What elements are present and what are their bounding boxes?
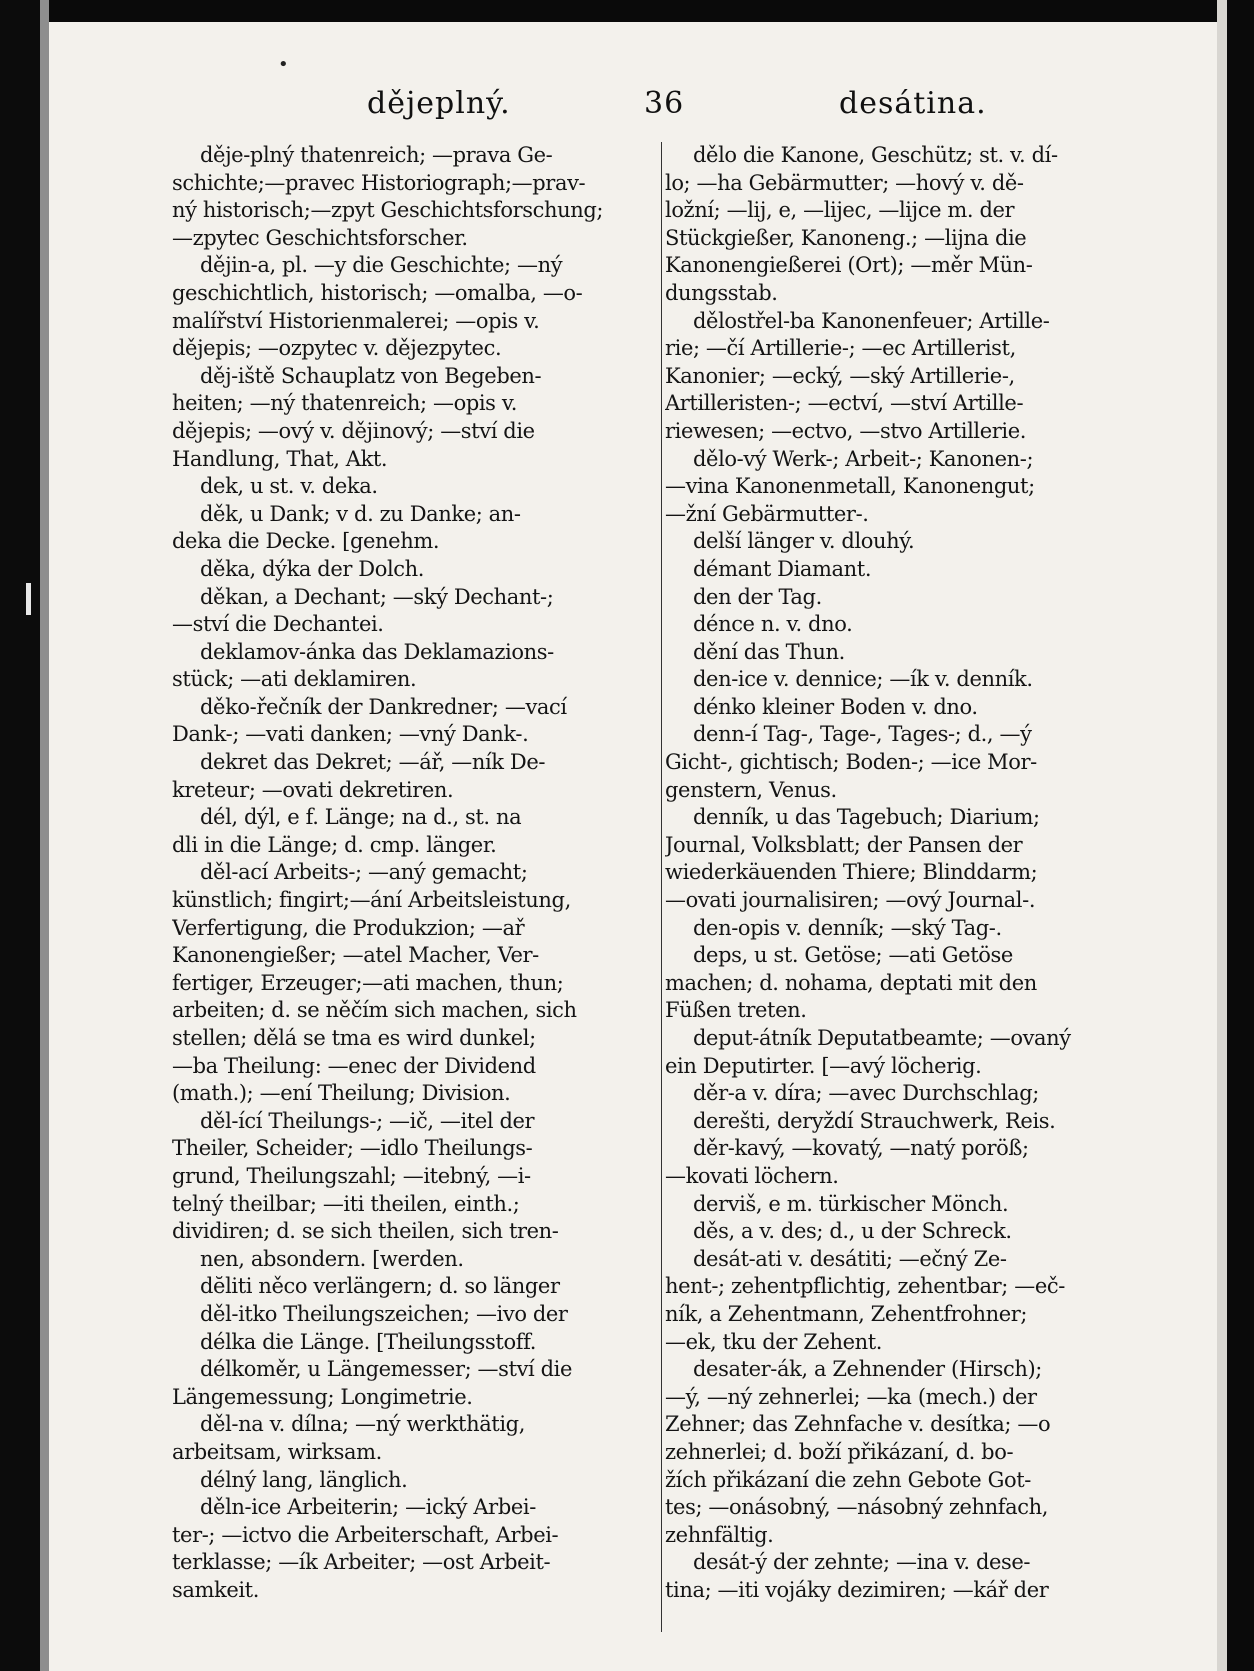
dictionary-line: delší länger v. dlouhý. bbox=[693, 529, 915, 554]
dictionary-line: Kanonengießerei (Ort); —měr Mün- bbox=[665, 253, 1033, 278]
dictionary-line: děje-plný thatenreich; —prava Ge- bbox=[200, 143, 553, 167]
dictionary-line: —ek, tku der Zehent. bbox=[665, 1329, 883, 1354]
dictionary-line: děl-ící Theilungs-; —ič, —itel der bbox=[200, 1108, 535, 1133]
dictionary-line: arbeiten; d. se něčím sich machen, sich bbox=[172, 998, 577, 1023]
dictionary-line: dungsstab. bbox=[665, 280, 778, 305]
dictionary-line: děr-a v. díra; —avec Durchschlag; bbox=[693, 1081, 1039, 1106]
right-column bbox=[665, 142, 1135, 1604]
dictionary-line: terklasse; —ík Arbeiter; —ost Arbeit- bbox=[172, 1550, 551, 1575]
dictionary-line: Längemessung; Longimetrie. bbox=[172, 1384, 473, 1409]
dictionary-line: tes; —onásobný, —násobný zehnfach, bbox=[665, 1495, 1049, 1520]
dictionary-line: ein Deputirter. [—avý löcherig. bbox=[665, 1053, 982, 1078]
dictionary-line: ter-; —ictvo die Arbeiterschaft, Arbei- bbox=[172, 1522, 559, 1547]
dictionary-line: Verfertigung, die Produkzion; —ař bbox=[172, 915, 525, 940]
dictionary-line: desát-ý der zehnte; —ina v. dese- bbox=[693, 1550, 1031, 1575]
dictionary-line: děj-iště Schauplatz von Begeben- bbox=[200, 363, 542, 388]
scan-border-top bbox=[0, 0, 1254, 22]
dictionary-line: arbeitsam, wirksam. bbox=[172, 1439, 382, 1464]
dictionary-line: Journal, Volksblatt; der Pansen der bbox=[665, 832, 1023, 857]
dictionary-line: —zpytec Geschichtsforscher. bbox=[172, 225, 468, 250]
dictionary-line: —žní Gebärmutter-. bbox=[665, 501, 869, 526]
dictionary-line: Kanonier; —ecký, —ský Artillerie-, bbox=[665, 363, 1015, 388]
dictionary-line: denn-í Tag-, Tage-, Tages-; d., —ý bbox=[693, 722, 1032, 747]
dictionary-line: dek, u st. v. deka. bbox=[200, 474, 378, 499]
dictionary-line: děr-kavý, —kovatý, —natý poröß; bbox=[693, 1136, 1029, 1161]
dictionary-line: heiten; —ný thatenreich; —opis v. bbox=[172, 391, 518, 416]
dictionary-line: dél, dýl, e f. Länge; na d., st. na bbox=[200, 805, 522, 830]
dictionary-line: dénce n. v. dno. bbox=[693, 612, 853, 637]
dictionary-line: —ba Theilung: —enec der Dividend bbox=[172, 1053, 536, 1078]
dictionary-line: den der Tag. bbox=[693, 584, 822, 609]
dictionary-line: děkan, a Dechant; —ský Dechant-; bbox=[200, 584, 554, 609]
left-column bbox=[172, 142, 657, 1604]
dictionary-line: deka die Decke. [genehm. bbox=[172, 529, 440, 554]
dictionary-line: —ý, —ný zehnerlei; —ka (mech.) der bbox=[665, 1384, 1037, 1409]
dictionary-line: Kanonengießer; —atel Macher, Ver- bbox=[172, 943, 539, 968]
running-header-first-entry: dějeplný. bbox=[367, 86, 511, 121]
dictionary-line: dějepis; —ozpytec v. dějezpytec. bbox=[172, 336, 502, 361]
dictionary-line: fertiger, Erzeuger;—ati machen, thun; bbox=[172, 970, 564, 995]
dictionary-line: žích přikázaní die zehn Gebote Got- bbox=[665, 1467, 1031, 1492]
page-binding-shadow bbox=[40, 0, 49, 1671]
dictionary-line: nen, absondern. [werden. bbox=[200, 1246, 464, 1271]
dictionary-line: geschichtlich, historisch; —omalba, —o- bbox=[172, 280, 583, 305]
dictionary-line: denník, u das Tagebuch; Diarium; bbox=[693, 805, 1040, 830]
dictionary-line: děko-řečník der Dankredner; —vací bbox=[200, 694, 567, 719]
page-number: 36 bbox=[644, 86, 685, 121]
bullet-mark: • bbox=[278, 54, 289, 75]
dictionary-line: dějepis; —ový v. dějinový; —ství die bbox=[172, 418, 535, 443]
dictionary-line: dění das Thun. bbox=[693, 639, 845, 664]
dictionary-line: Stückgießer, Kanoneng.; —lijna die bbox=[665, 225, 1027, 250]
dictionary-line: grund, Theilungszahl; —itebný, —i- bbox=[172, 1163, 531, 1188]
dictionary-line: děln-ice Arbeiterin; —ický Arbei- bbox=[200, 1495, 536, 1520]
dictionary-line: dĕliti něco verlängern; d. so länger bbox=[200, 1274, 560, 1299]
dictionary-line: künstlich; fingirt;—ání Arbeitsleistung, bbox=[172, 888, 571, 913]
dictionary-line: malířství Historienmalerei; —opis v. bbox=[172, 308, 540, 333]
scan-border-left bbox=[0, 0, 40, 1671]
dictionary-line: samkeit. bbox=[172, 1577, 259, 1602]
dictionary-line: Artilleristen-; —ectví, —ství Artille- bbox=[665, 391, 1024, 416]
dictionary-line: Füßen treten. bbox=[665, 998, 807, 1023]
dictionary-line: telný theilbar; —iti theilen, einth.; bbox=[172, 1191, 520, 1216]
dictionary-line: démant Diamant. bbox=[693, 556, 872, 581]
dictionary-line: rie; —čí Artillerie-; —ec Artillerist, bbox=[665, 336, 1016, 361]
margin-mark bbox=[26, 583, 31, 615]
dictionary-line: stück; —ati deklamiren. bbox=[172, 667, 417, 692]
dictionary-line: desát-ati v. desátiti; —ečný Ze- bbox=[693, 1246, 1007, 1271]
dictionary-line: Theiler, Scheider; —idlo Theilungs- bbox=[172, 1136, 533, 1161]
dictionary-line: Gicht-, gichtisch; Boden-; —ice Mor- bbox=[665, 750, 1037, 775]
dictionary-line: —vina Kanonenmetall, Kanonengut; bbox=[665, 474, 1035, 499]
dictionary-line: derviš, e m. türkischer Mönch. bbox=[693, 1191, 1009, 1216]
dictionary-line: dělo die Kanone, Geschütz; st. v. dí- bbox=[693, 143, 1058, 167]
dictionary-line: kreteur; —ovati dekretiren. bbox=[172, 777, 454, 802]
dictionary-line: ník, a Zehentmann, Zehentfrohner; bbox=[665, 1301, 1028, 1326]
dictionary-line: den-ice v. dennice; —ík v. denník. bbox=[693, 667, 1033, 692]
dictionary-line: —kovati löchern. bbox=[665, 1163, 839, 1188]
dictionary-line: desater-ák, a Zehnender (Hirsch); bbox=[693, 1357, 1042, 1382]
dictionary-line: zehnfältig. bbox=[665, 1522, 774, 1547]
dictionary-line: ložní; —lij, e, —lijec, —lijce m. der bbox=[665, 198, 1015, 223]
dictionary-line: derešti, deryždí Strauchwerk, Reis. bbox=[693, 1108, 1056, 1133]
dictionary-line: machen; d. nohama, deptati mit den bbox=[665, 970, 1037, 995]
dictionary-line: deps, u st. Getöse; —ati Getöse bbox=[693, 943, 1013, 968]
dictionary-line: den-opis v. denník; —ský Tag-. bbox=[693, 915, 1002, 940]
dictionary-line: schichte;—pravec Historiograph;—prav- bbox=[172, 170, 586, 195]
dictionary-line: děl-ací Arbeits-; —aný gemacht; bbox=[200, 860, 528, 885]
running-header-last-entry: desátina. bbox=[839, 86, 987, 121]
dictionary-line: genstern, Venus. bbox=[665, 777, 837, 802]
dictionary-line: děk, u Dank; v d. zu Danke; an- bbox=[200, 501, 521, 526]
dictionary-line: dénko kleiner Boden v. dno. bbox=[693, 694, 978, 719]
dictionary-line: tina; —iti vojáky dezimiren; —kář der bbox=[665, 1577, 1049, 1602]
dictionary-line: zehnerlei; d. boží přikázaní, d. bo- bbox=[665, 1439, 1014, 1464]
dictionary-line: děs, a v. des; d., u der Schreck. bbox=[693, 1219, 1012, 1244]
dictionary-line: riewesen; —ectvo, —stvo Artillerie. bbox=[665, 418, 1027, 443]
dictionary-line: lo; —ha Gebärmutter; —hový v. dě- bbox=[665, 170, 1024, 195]
dictionary-line: dělostřel-ba Kanonenfeuer; Artille- bbox=[693, 308, 1050, 333]
dictionary-line: —ství die Dechantei. bbox=[172, 612, 384, 637]
column-divider bbox=[661, 142, 662, 1632]
dictionary-line: deklamov-ánka das Deklamazions- bbox=[200, 639, 554, 664]
dictionary-line: děl-itko Theilungszeichen; —ivo der bbox=[200, 1301, 568, 1326]
dictionary-line: hent-; zehentpflichtig, zehentbar; —eč- bbox=[665, 1274, 1065, 1299]
dictionary-line: stellen; dělá se tma es wird dunkel; bbox=[172, 1026, 536, 1050]
dictionary-line: dějin-a, pl. —y die Geschichte; —ný bbox=[200, 253, 563, 278]
dictionary-line: —ovati journalisiren; —ový Journal-. bbox=[665, 888, 1036, 913]
dictionary-line: délka die Länge. [Theilungsstoff. bbox=[200, 1329, 536, 1354]
dictionary-line: (math.); —ení Theilung; Division. bbox=[172, 1081, 511, 1106]
dictionary-line: dividiren; d. se sich theilen, sich tren- bbox=[172, 1219, 559, 1244]
dictionary-line: deput-átník Deputatbeamte; —ovaný bbox=[693, 1026, 1071, 1050]
dictionary-line: Zehner; das Zehnfache v. desítka; —o bbox=[665, 1412, 1051, 1437]
page-edge-right bbox=[1217, 0, 1227, 1671]
dictionary-line: Dank-; —vati danken; —vný Dank-. bbox=[172, 722, 529, 747]
dictionary-line: dělo-vý Werk-; Arbeit-; Kanonen-; bbox=[693, 446, 1034, 471]
dictionary-line: dli in die Länge; d. cmp. länger. bbox=[172, 832, 497, 857]
dictionary-line: délný lang, länglich. bbox=[200, 1467, 408, 1492]
dictionary-line: děka, dýka der Dolch. bbox=[200, 556, 425, 581]
dictionary-line: děl-na v. dílna; —ný werkthätig, bbox=[200, 1412, 525, 1437]
dictionary-line: ný historisch;—zpyt Geschichtsforschung; bbox=[172, 198, 604, 223]
dictionary-line: Handlung, That, Akt. bbox=[172, 446, 388, 471]
dictionary-line: délkoměr, u Längemesser; —ství die bbox=[200, 1357, 573, 1382]
dictionary-line: wiederkäuenden Thiere; Blinddarm; bbox=[665, 860, 1038, 885]
scan-border-right bbox=[1227, 0, 1254, 1671]
dictionary-line: dekret das Dekret; —ář, —ník De- bbox=[200, 750, 546, 775]
